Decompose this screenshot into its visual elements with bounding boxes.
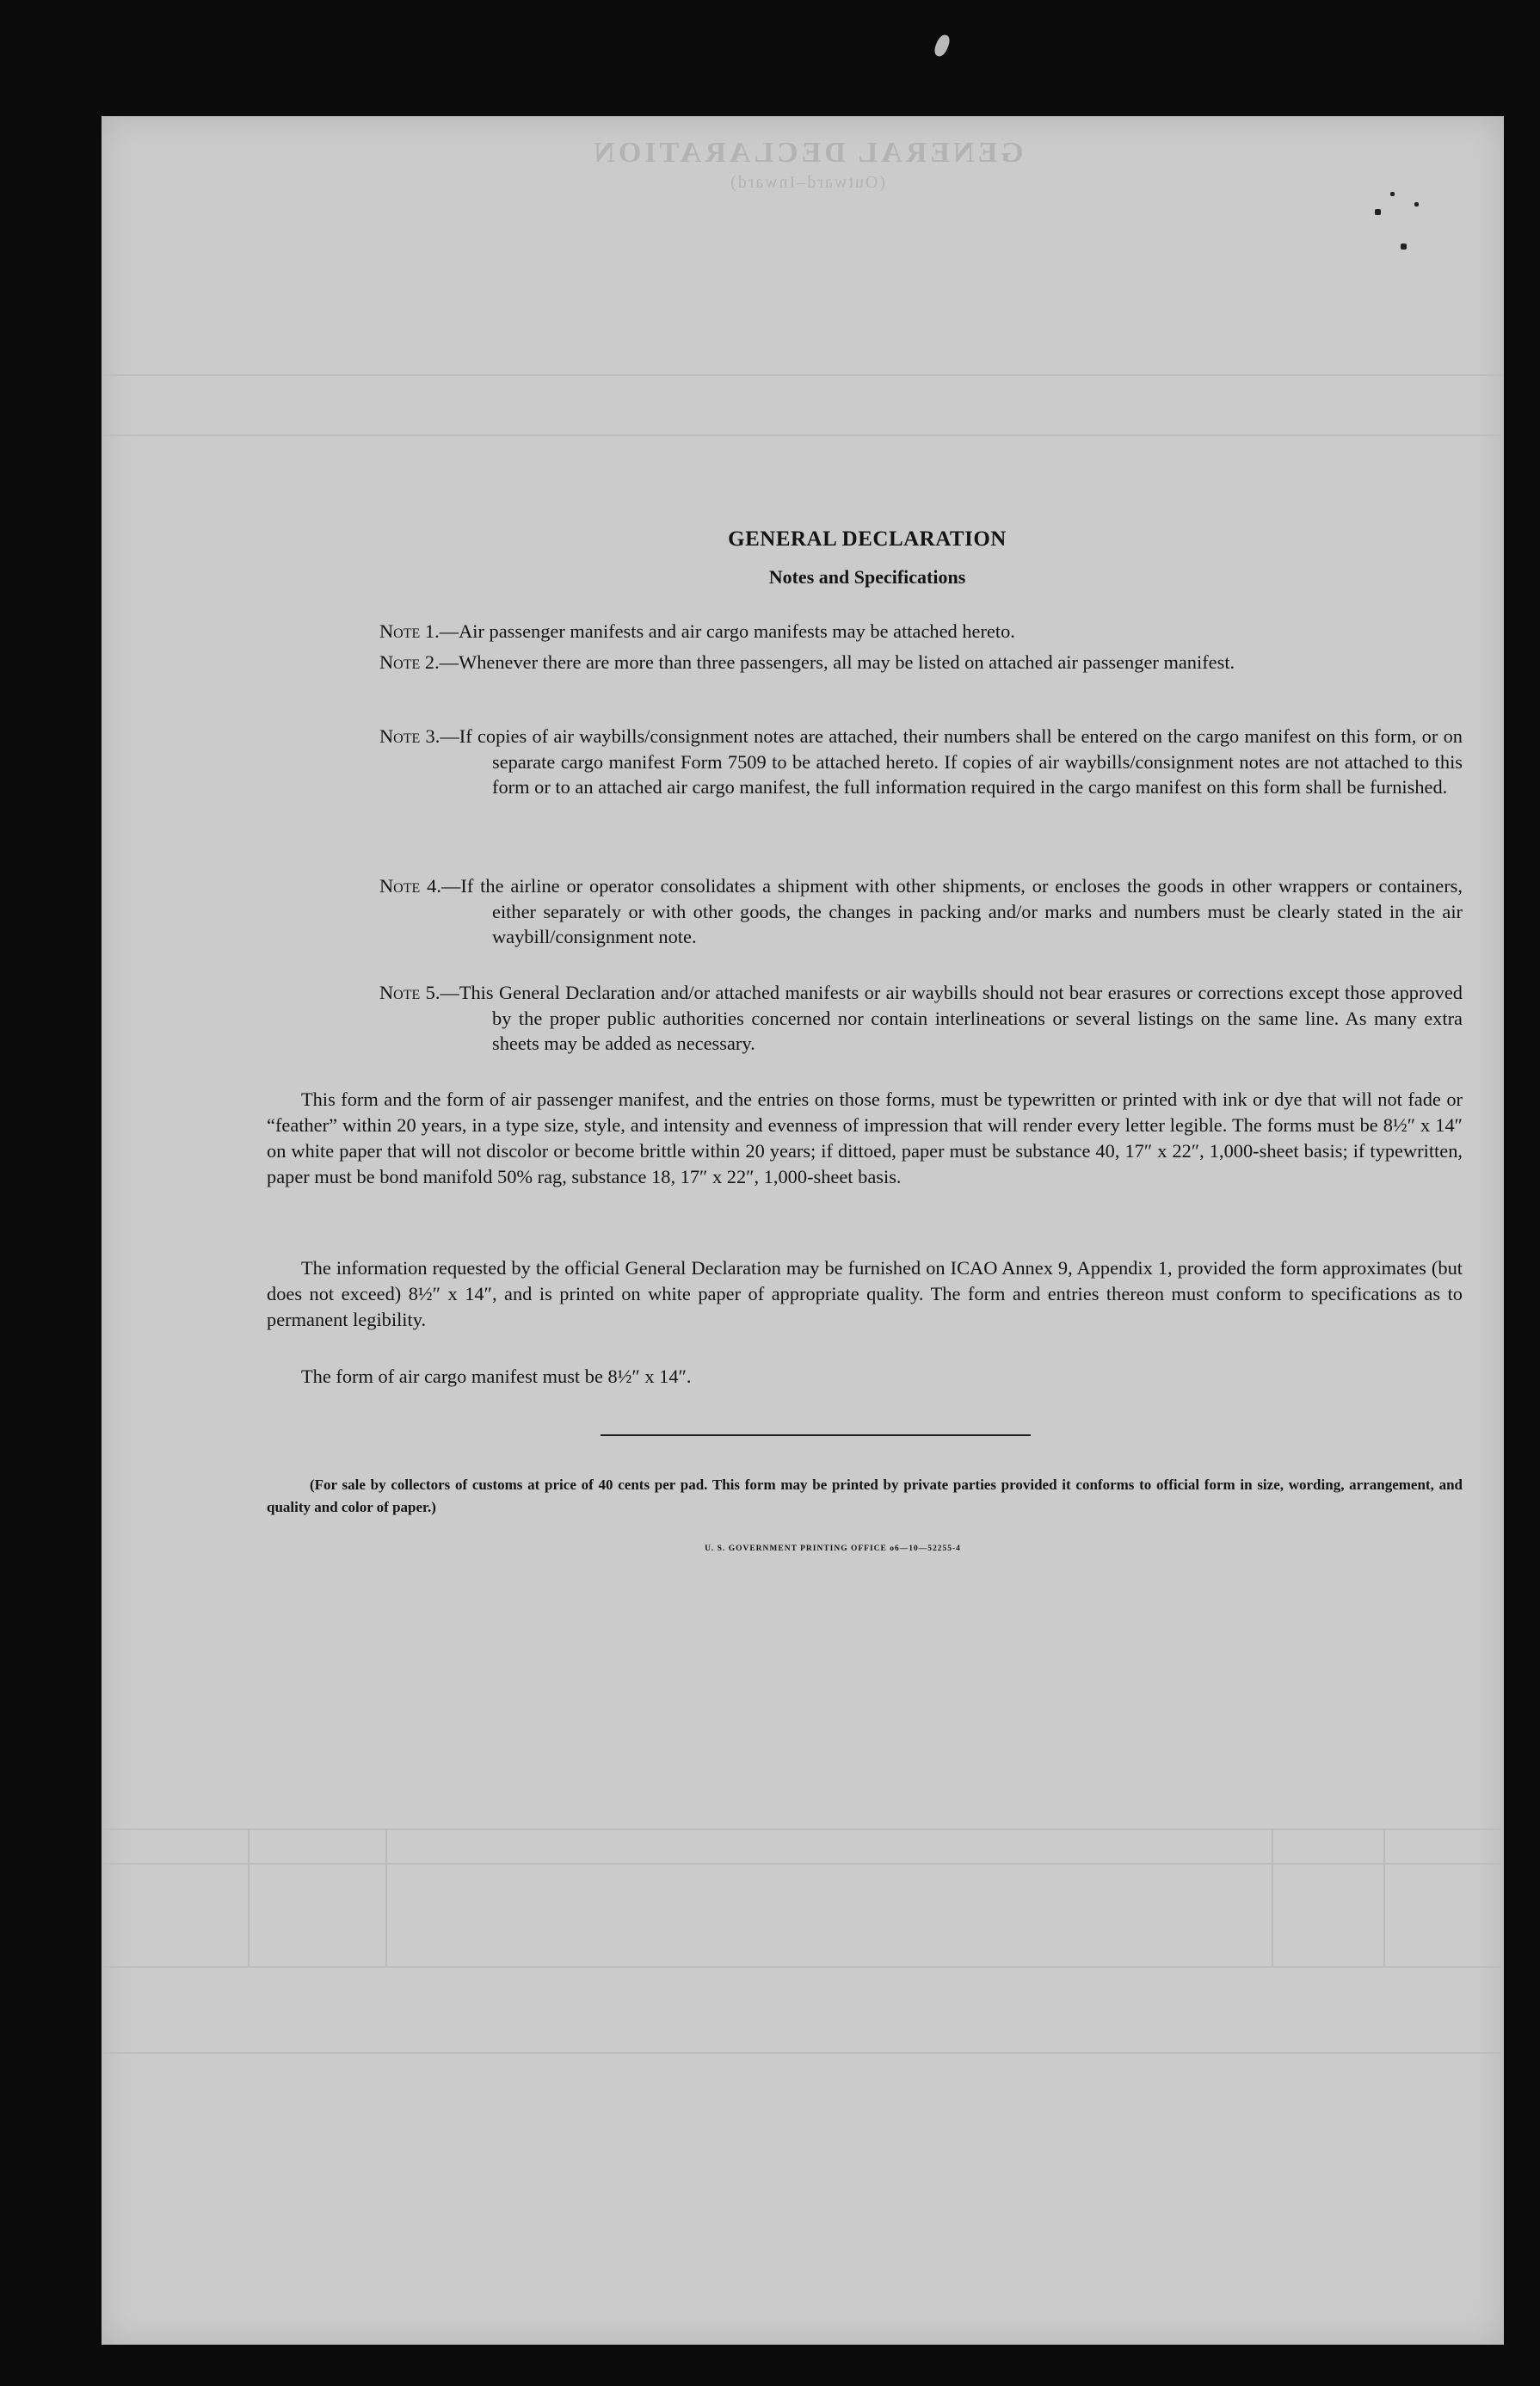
note-3 [267, 724, 1463, 800]
note-1 [267, 619, 1463, 644]
notes-and-specifications [102, 116, 1504, 2345]
note-label: Note 2. [379, 651, 440, 673]
bleed-through-title: GENERAL DECLARATION [590, 137, 1024, 169]
note-text: —Air passenger manifests and air cargo manifests may be attached hereto. [439, 620, 1015, 642]
bleed-through-subtitle: (Outward–Inward) [729, 173, 885, 192]
note-5 [267, 980, 1463, 1057]
note-label: Note 3. [379, 725, 440, 747]
note-text: —If copies of air waybills/consignment notes are attached, their numbers shall be entered on the cargo manifest on this form, or on separate cargo manifest Form 7509 to be attached hereto. If copies of air waybills/consignment notes are not attached to this form or to an attached air cargo manifest, the full information required in the cargo manifest on this form shall be furnished. [440, 725, 1463, 798]
note-label: Note 4. [379, 875, 441, 897]
note-2 [267, 650, 1463, 675]
paragraph-cargo-manifest-size: The form of air cargo manifest must be 8½″ x 14″. [301, 1366, 692, 1387]
sale-notice: (For sale by collectors of customs at price of 40 cents per pad. This form may be printed by private parties provided it conforms to official form in size, wording, arrangement, and quality and color of paper.) [267, 1477, 1463, 1515]
note-text: —If the airline or operator consolidates a shipment with other shipments, or encloses the goods in other wrappers or containers, either separately or with other goods, the changes in packing and/or marks and numbers must be clearly stated in the air waybill/consignment note. [440, 875, 1463, 947]
note-label: Note 1. [379, 620, 440, 642]
page-title: GENERAL DECLARATION [728, 527, 1007, 551]
scan-speck [933, 33, 952, 58]
separator-rule [601, 1434, 1031, 1436]
note-text: —This General Declaration and/or attached manifests or air waybills should not bear erasures or corrections except those approved by the proper public authorities concerned nor contain interlineations or several listings on the same line. As many extra sheets may be added as necessary. [440, 982, 1463, 1054]
paragraph-form-requirements: This form and the form of air passenger manifest, and the entries on those forms, must be typewritten or printed with ink or dye that will not fade or “feather” within 20 years, in a type size, style, and intensity and evenness of impression that will render every letter legible. The forms must be 8½″ x 14″ on white paper that will not discolor or become brittle within 20 years; if dittoed, paper must be substance 40, 17″ x 22″, 1,000-sheet basis; if typewritten, paper must be bond manifold 50% rag, substance 18, 17″ x 22″, 1,000-sheet basis. [267, 1088, 1463, 1187]
document-page [102, 116, 1504, 2345]
printing-office-imprint: U. S. GOVERNMENT PRINTING OFFICE o6—10—52255-4 [705, 1544, 961, 1553]
note-4 [267, 873, 1463, 950]
note-label: Note 5. [379, 982, 440, 1003]
note-text: —Whenever there are more than three passengers, all may be listed on attached air passenger manifest. [439, 651, 1235, 673]
paragraph-icao-annex: The information requested by the official General Declaration may be furnished on ICAO Annex 9, Appendix 1, provided the form approximates (but does not exceed) 8½″ x 14″, and is printed on white paper of appropriate quality. The form and entries thereon must conform to specifications as to permanent legibility. [267, 1257, 1463, 1330]
page-subtitle: Notes and Specifications [768, 566, 966, 588]
